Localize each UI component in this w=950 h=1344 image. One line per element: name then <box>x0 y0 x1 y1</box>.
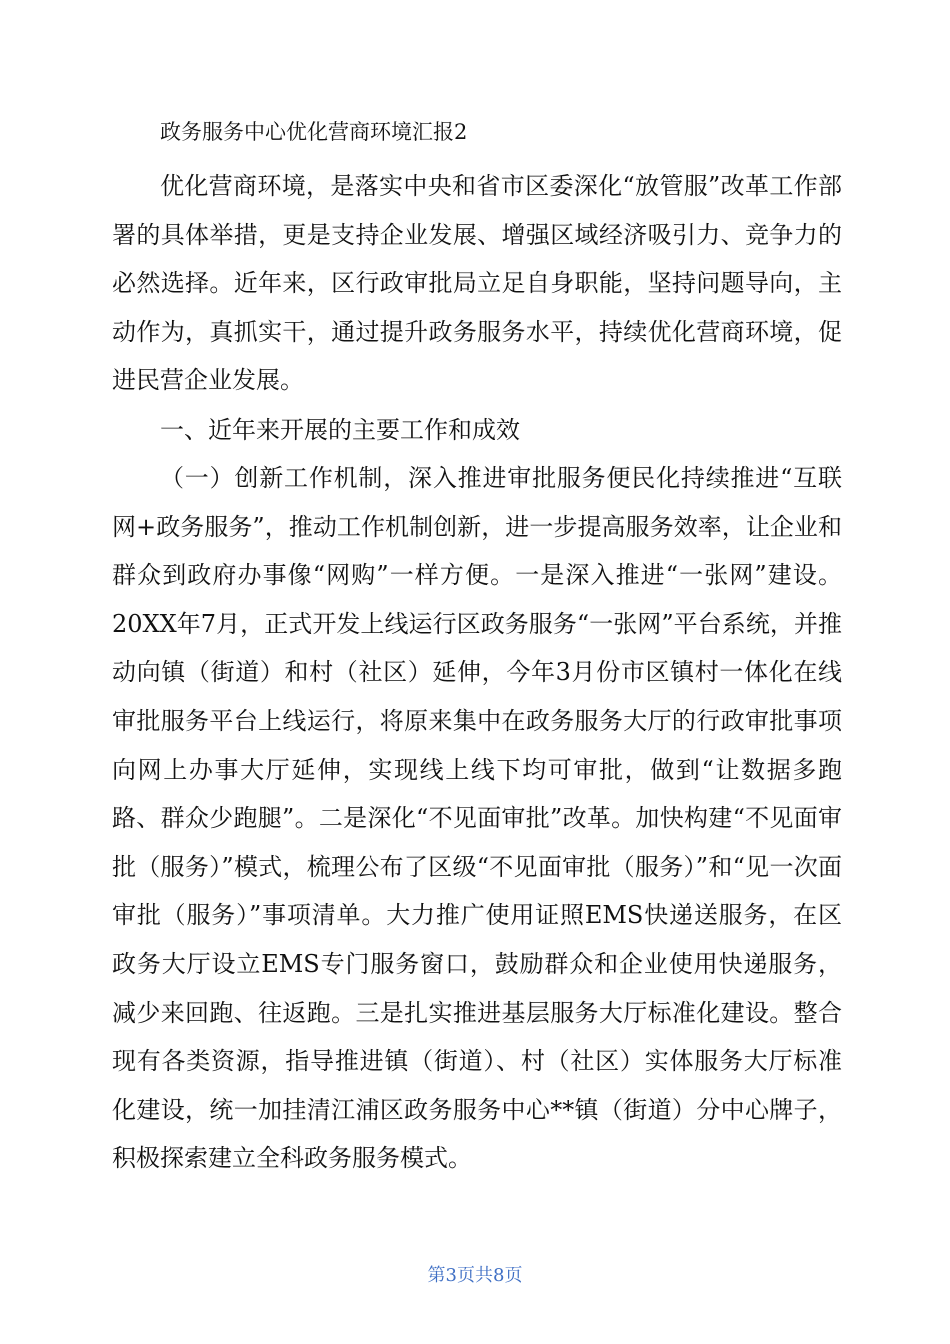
section-paragraph: （一）创新工作机制，深入推进审批服务便民化持续推进“互联网+政务服务”，推动工作机制创新，进一步提高服务效率，让企业和群众到政府办事像“网购”一样方便。一是深入推进“一张网”建设。20XX年7月，正式开发上线运行区政务服务“一张网”平台系统，并推动向镇（街道）和村（社区）延伸，今年3月份市区镇村一体化在线审批服务平台上线运行，将原来集中在政务服务大厅的行政审批事项向网上办事大厅延伸，实现线上线下均可审批，做到“让数据多跑路、群众少跑腿”。二是深化“不见面审批”改革。加快构建“不见面审批（服务）”模式，梳理公布了区级“不见面审批（服务）”和“见一次面审批（服务）”事项清单。大力推广使用证照EMS快递送服务，在区政务大厅设立EMS专门服务窗口，鼓励群众和企业使用快递服务，减少来回跑、往返跑。三是扎实推进基层服务大厅标准化建设。整合现有各类资源，指导推进镇（街道）、村（社区）实体服务大厅标准化建设，统一加挂清江浦区政务服务中心**镇（街道）分中心牌子，积极探索建立全科政务服务模式。 <box>112 464 842 1173</box>
section-heading: 一、近年来开展的主要工作和成效 <box>160 416 520 444</box>
document-title: 政务服务中心优化营商环境汇报2 <box>160 120 468 144</box>
intro-paragraph: 优化营商环境，是落实中央和省市区委深化“放管服”改革工作部署的具体举措，更是支持企业发展、增强区域经济吸引力、竞争力的必然选择。近年来，区行政审批局立足自身职能，坚持问题导向，主动作为，真抓实干，通过提升政务服务水平，持续优化营商环境，促进民营企业发展。 <box>112 172 842 395</box>
page-number: 第3页共8页 <box>427 1265 523 1286</box>
